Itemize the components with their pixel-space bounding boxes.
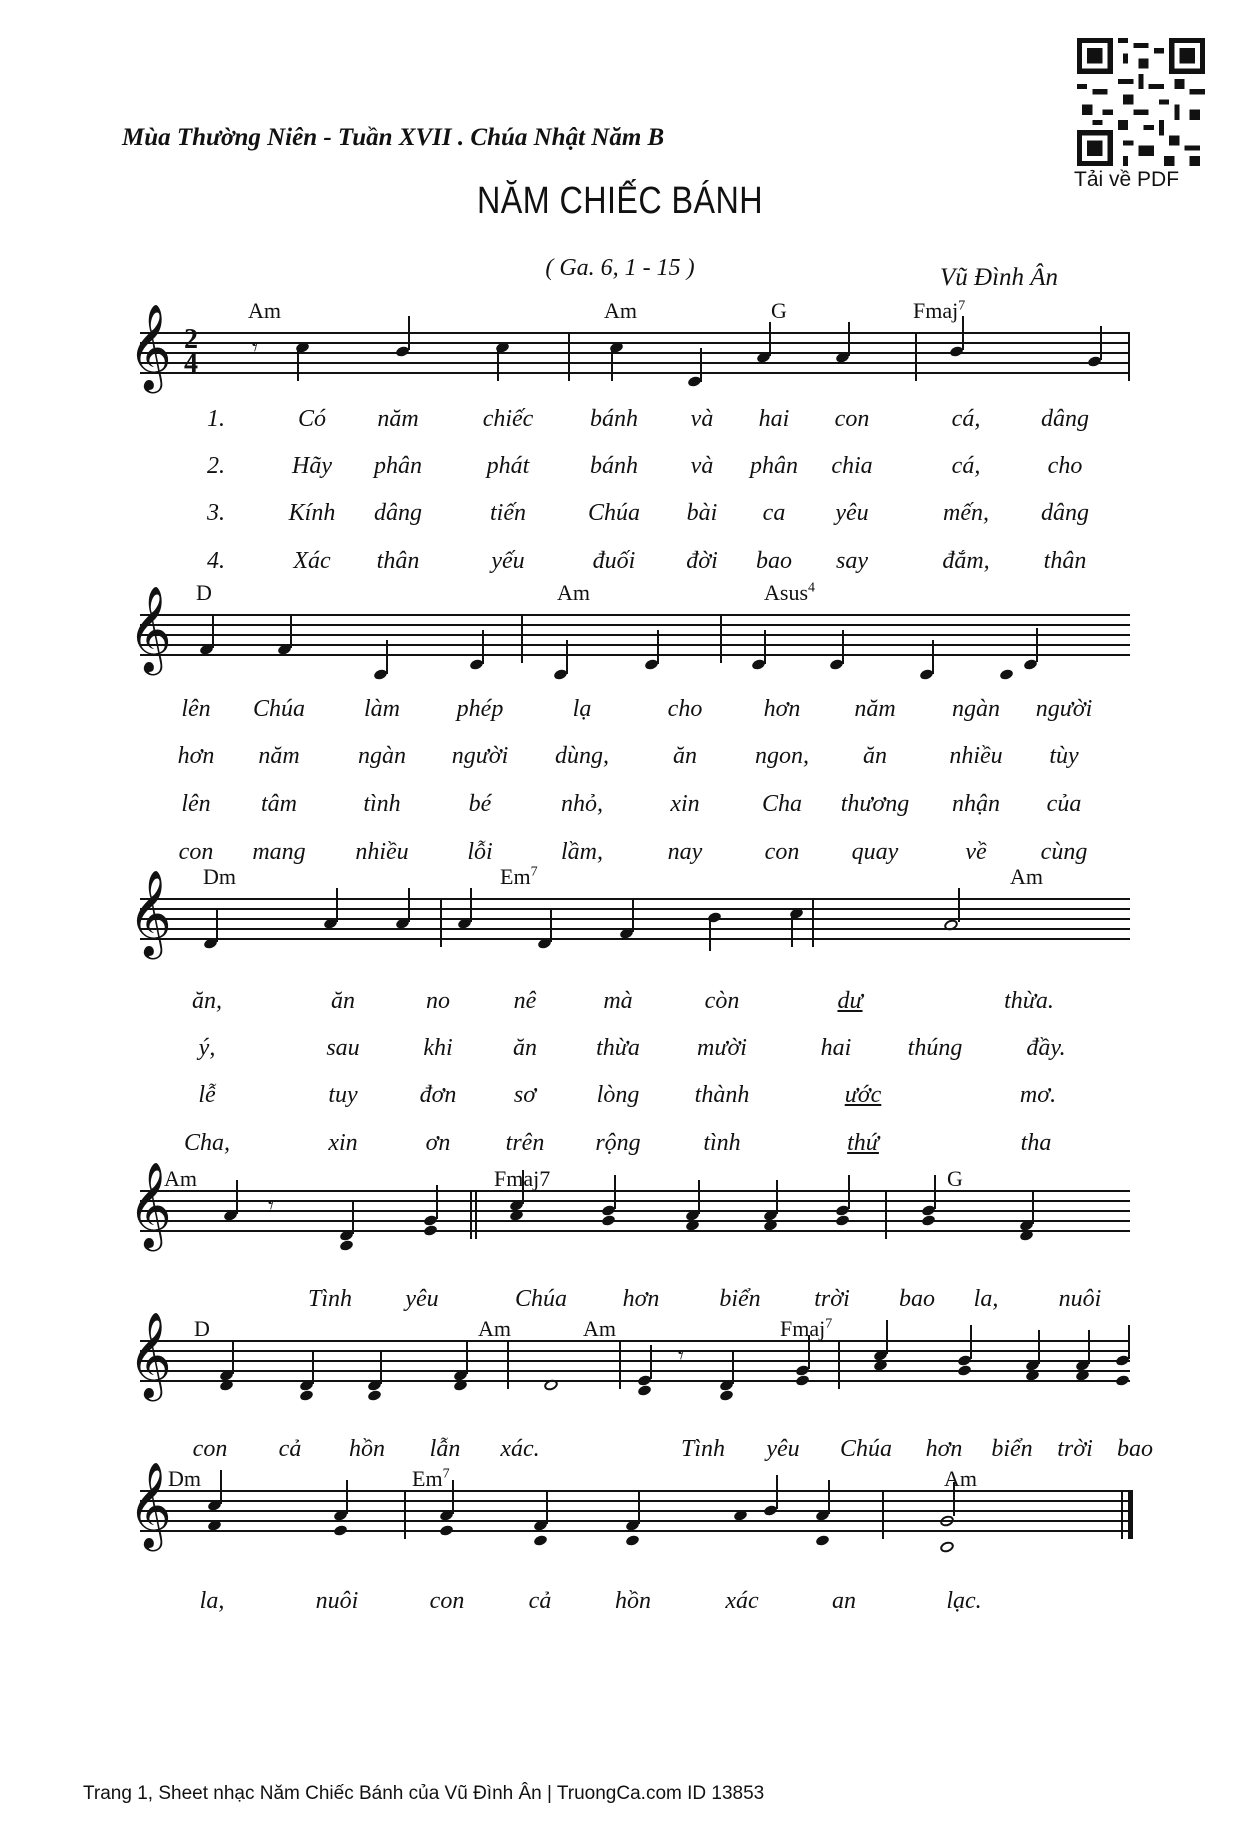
double-barline xyxy=(470,1190,472,1239)
lyric-row-verse-2: 2. Hãy phân phát bánh và phân chia cá, cho xyxy=(207,453,1083,479)
chord-symbol: Em$^7$ xyxy=(412,1466,450,1491)
chord-symbol: Fmaj7 xyxy=(494,1166,551,1191)
chord-symbol: Am xyxy=(944,1466,977,1491)
lyric-row-verse-4: 4. Xác thân yếu đuối đời bao say đắm, thân xyxy=(207,548,1087,574)
note xyxy=(999,668,1014,681)
lyric-row-verse-3: 3. Kính dâng tiến Chúa bài ca yêu mến, dâng xyxy=(207,500,1089,526)
chord-symbol: Am xyxy=(1010,864,1043,889)
barline xyxy=(619,1340,621,1389)
chord-symbol: Am xyxy=(248,298,281,323)
chord-symbol: Fmaj$^7$ xyxy=(780,1316,833,1341)
lyric-row-verse-2: hơn năm ngàn người dùng, ăn ngon, ăn nhiều tùy xyxy=(177,743,1079,769)
download-pdf-link[interactable]: Tải về PDF xyxy=(1074,168,1180,191)
page-footer: Trang 1, Sheet nhạc Năm Chiếc Bánh của Vũ Đình Ân | TruongCa.com ID 13853 xyxy=(83,1783,765,1804)
chord-symbol: D xyxy=(196,580,212,605)
treble-clef-icon: 𝄞 xyxy=(128,1312,172,1398)
lyric-row-verse-3: lên tâm tình bé nhỏ, xin Cha thương nhận của xyxy=(181,791,1082,817)
barline xyxy=(915,332,917,381)
chord-symbol: Dm xyxy=(168,1466,201,1491)
barline xyxy=(507,1340,509,1389)
treble-clef-icon: 𝄞 xyxy=(128,1162,172,1248)
lyric-row-verse-1: 1. Có năm chiếc bánh và hai con cá, dâng xyxy=(207,406,1089,432)
qr-code-icon[interactable] xyxy=(1077,38,1205,166)
chord-symbol: G xyxy=(947,1166,963,1191)
treble-clef-icon: 𝄞 xyxy=(128,586,172,672)
chord-symbol: Em$^7$ xyxy=(500,864,538,889)
chord-symbol: Am xyxy=(583,1316,616,1341)
composer-name: Vũ Đình Ân xyxy=(940,264,1059,291)
lyric-row-verse-4: Cha, xin ơn trên rộng tình thứ tha xyxy=(183,1130,1052,1156)
lyric-row-verse-1: ăn, ăn no nê mà còn dư thừa. xyxy=(192,988,1054,1014)
liturgical-subtitle: Mùa Thường Niên - Tuần XVII . Chúa Nhật Năm B xyxy=(122,124,665,151)
treble-clef-icon: 𝄞 xyxy=(128,1462,172,1548)
song-title: NĂM CHIẾC BÁNH xyxy=(477,180,763,222)
half-note xyxy=(943,918,960,932)
eighth-rest-icon: 𝄾 xyxy=(678,1344,684,1369)
scripture-reference: ( Ga. 6, 1 - 15 ) xyxy=(545,255,695,281)
chord-symbol: D xyxy=(194,1316,210,1341)
barline xyxy=(882,1490,884,1539)
barline xyxy=(521,614,523,663)
time-signature: 2 4 xyxy=(184,324,198,379)
chord-symbol: Asus$^4$ xyxy=(764,580,816,605)
chord-symbol: Am xyxy=(557,580,590,605)
chord-symbol: Dm xyxy=(203,864,236,889)
eighth-rest-icon: 𝄾 xyxy=(252,336,258,361)
lyric-row-refrain: Tình yêu Chúa hơn biển trời bao la, nuôi xyxy=(307,1286,1102,1312)
lyric-row-refrain: la, nuôi con cả hồn xác an lạc. xyxy=(199,1588,982,1614)
chord-symbol: Am xyxy=(478,1316,511,1341)
lyric-row-verse-3: lễ tuy đơn sơ lòng thành ước mơ. xyxy=(198,1082,1057,1108)
chord-symbol: G xyxy=(771,298,787,323)
barline xyxy=(885,1190,887,1239)
barline xyxy=(568,332,570,381)
treble-clef-icon: 𝄞 xyxy=(128,304,172,390)
barline xyxy=(440,898,442,947)
barline xyxy=(404,1490,406,1539)
barline xyxy=(720,614,722,663)
barline xyxy=(1128,332,1130,381)
chord-symbol: Fmaj$^7$ xyxy=(913,298,966,323)
final-barline xyxy=(1128,1490,1133,1539)
eighth-rest-icon: 𝄾 xyxy=(268,1194,274,1219)
barline xyxy=(812,898,814,947)
lyric-row-refrain: con cả hồn lẫn xác. Tình yêu Chúa hơn biển trời bao xyxy=(192,1436,1153,1462)
chord-symbol: Am xyxy=(164,1166,197,1191)
lyric-row-verse-4: con mang nhiều lỗi lầm, nay con quay về cùng xyxy=(178,839,1088,865)
lyric-row-verse-2: ý, sau khi ăn thừa mười hai thúng đầy. xyxy=(198,1035,1066,1061)
lyric-row-verse-1: lên Chúa làm phép lạ cho hơn năm ngàn người xyxy=(181,696,1093,722)
barline xyxy=(838,1340,840,1389)
chord-symbol: Am xyxy=(604,298,637,323)
half-note xyxy=(939,1514,956,1528)
treble-clef-icon: 𝄞 xyxy=(128,870,172,956)
